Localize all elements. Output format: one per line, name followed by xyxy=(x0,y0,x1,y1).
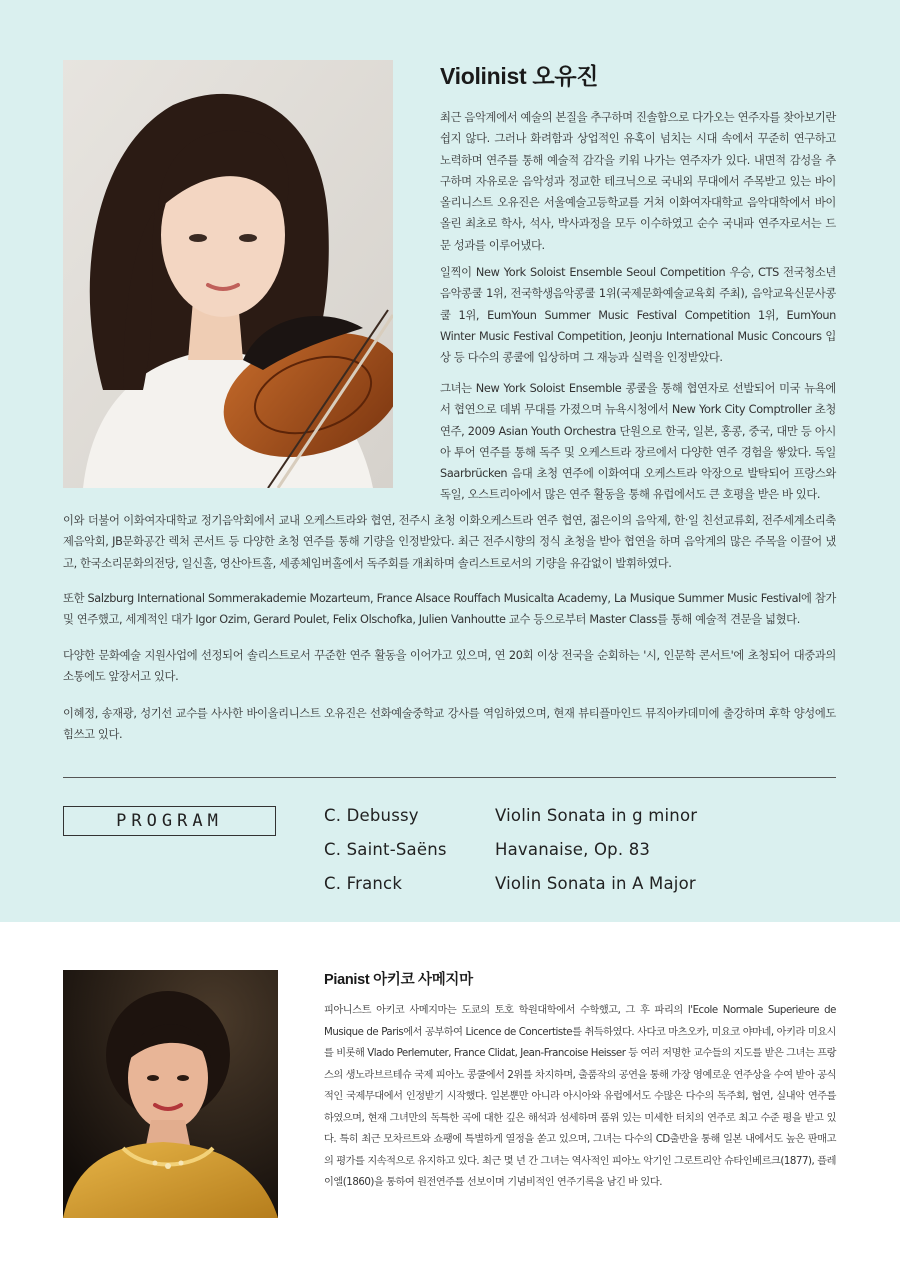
program-work: Violin Sonata in g minor xyxy=(495,806,698,825)
program-work: Violin Sonata in A Major xyxy=(495,874,696,893)
program-composer: C. Franck xyxy=(324,874,403,893)
violinist-bio-paragraph-5: 또한 Salzburg International Sommerakademie Mozarteum, France Alsace Rouffach Musicalta Academy, La Musique Summer Music Festival에 참가 및 연주했고, 세계적인 대가 Igor Ozim, Gerard Poulet, Felix Olschofka, Julien Vanhoutte 교수 등으로부터 Master Class를 통해 예술적 견문을 넓혔다. xyxy=(63,592,836,627)
violinist-bio-paragraph-3: 그녀는 New York Soloist Ensemble 콩쿨을 통해 협연자로 선발되어 미국 뉴욕에서 협연으로 데뷔 무대를 가졌으며 뉴욕시청에서 New York City Comptroller 초청 연주, 2009 Asian Youth Orchestra 단원으로 한국, 일본, 홍콩, 중국, 대만 등 아시아 투어 연주를 통해 독주 및 오케스트라 장르에서 다양한 연주 경험을 쌓았다. 독일 Saarbrücken 음대 초청 연주에 이화여대 오케스트라 악장으로 발탁되어 프랑스와 독일, 오스트리아에서 많은 연주 활동을 통해 유럽에서도 큰 호평을 받은 바 있다. xyxy=(440,382,836,502)
program-work: Havanaise, Op. 83 xyxy=(495,840,651,859)
violinist-bio-paragraph-1: 최근 음악계에서 예술의 본질을 추구하며 진솔함으로 다가오는 연주자를 찾아보기란 쉽지 않다. 그러나 화려함과 상업적인 유혹이 넘치는 시대 속에서 꾸준히 연구하고 노력하며 연주를 통해 예술적 감각을 키워 나가는 연주자가 있다. 내면적 감성을 추구하며 자유로운 음악성과 정교한 테크닉으로 국내외 무대에서 주목받고 있는 바이올리니스트 오유진은 서울예술고등학교를 거쳐 이화여자대학교 음악대학에서 바이올린 최초로 학사, 석사, 박사과정을 모두 이수하였고 순수 국내파 연주자로서는 드문 성과를 이루어냈다. xyxy=(440,111,836,252)
program-item xyxy=(0,806,900,836)
violinist-title: Violinist 오유진 xyxy=(440,63,599,89)
program-composer: C. Saint-Saëns xyxy=(324,840,447,859)
program-composer: C. Debussy xyxy=(324,806,419,825)
pianist-title: Pianist 아키코 사메지마 xyxy=(324,972,473,988)
pianist-bio-paragraph: 피아니스트 아키코 사메지마는 도쿄의 토호 학원대학에서 수학했고, 그 후 파리의 l'Ecole Normale Superieure de Musique de Paris에서 공부하여 Licence de Concertiste를 취득하였다. 사다코 마츠오카, 미요코 야마네, 아키라 미요시를 비롯해 Vlado Perlemuter, France Clidat, Jean-Francoise Heisser 등 여러 저명한 교수들의 지도를 받은 그녀는 프랑스의 생노라브르테슈 국제 피아노 콩쿨에서 2위를 차지하며, 출품작의 공연을 통해 가장 영예로운 연주상을 수여 받아 공식적인 국제무대에서 인정받기 시작했다. 일본뿐만 아니라 아시아와 유럽에서도 수많은 다수의 독주회, 협연, 실내악 연주를 하였으며, 현재 그녀만의 독특한 곡에 대한 깊은 해석과 섬세하며 품위 있는 미세한 터치의 연주로 최고 수준 평을 받고 있다. 특히 최근 모차르트와 쇼팽에 특별하게 열정을 쏟고 있으며, 그녀는 다수의 CD출반을 통해 일본 내에서도 높은 판매고의 평가를 지속적으로 유지하고 있다. 최근 몇 년 간 그녀는 역사적인 피아노 악기인 그로트리안 슈타인베르크(1877), 플레이엘(1860)을 통하여 원전연주를 선보이며 기념비적인 연주기록을 남긴 바 있다. xyxy=(324,1005,836,1188)
violinist-bio-paragraph-4: 이와 더불어 이화여자대학교 정기음악회에서 교내 오케스트라와 협연, 전주시 초청 이화오케스트라 연주 협연, 젊은이의 음악제, 한·일 친선교류회, 전주세계소리축제음악회, JB문화공간 렉처 콘서트 등 다양한 초청 연주를 통해 기량을 인정받았다. 최근 전주시향의 정식 초청을 받아 협연을 하며 음악계의 많은 주목을 이끌어 냈고, 한국소리문화의전당, 일신홀, 영산아트홀, 세종체임버홀에서 독주회를 개최하며 솔리스트로서의 기량을 유감없이 발휘하였다. xyxy=(63,514,836,570)
violinist-bio-paragraph-2: 일찍이 New York Soloist Ensemble Seoul Competition 우승, CTS 전국청소년음악콩쿨 1위, 전국학생음악콩쿨 1위(국제문화예술교육회 주최), 음악교육신문사콩쿨 1위, EumYoun Summer Music Festival Competition 1위, EumYoun Winter Music Festival Competition, Jeonju International Music Concours 입상 등 다수의 콩쿨에 입상하며 그 재능과 실력을 인정받았다. xyxy=(440,266,836,365)
program-item xyxy=(0,874,900,904)
section-divider xyxy=(63,777,836,778)
violinist-photo xyxy=(63,60,393,488)
violinist-bio-paragraph-6: 다양한 문화예술 지원사업에 선정되어 솔리스트로서 꾸준한 연주 활동을 이어가고 있으며, 연 20회 이상 전국을 순회하는 '시, 인문학 콘서트'에 초청되어 대중과의 소통에도 앞장서고 있다. xyxy=(63,649,836,684)
pianist-photo xyxy=(63,970,278,1218)
program-item xyxy=(0,840,900,870)
violinist-bio-paragraph-7: 이혜정, 송재광, 성기선 교수를 사사한 바이올리니스트 오유진은 선화예술중학교 강사를 역임하였으며, 현재 뷰티플마인드 뮤직아카데미에 출강하며 후학 양성에도 힘쓰고 있다. xyxy=(63,707,836,742)
program-label: PROGRAM xyxy=(63,806,276,836)
